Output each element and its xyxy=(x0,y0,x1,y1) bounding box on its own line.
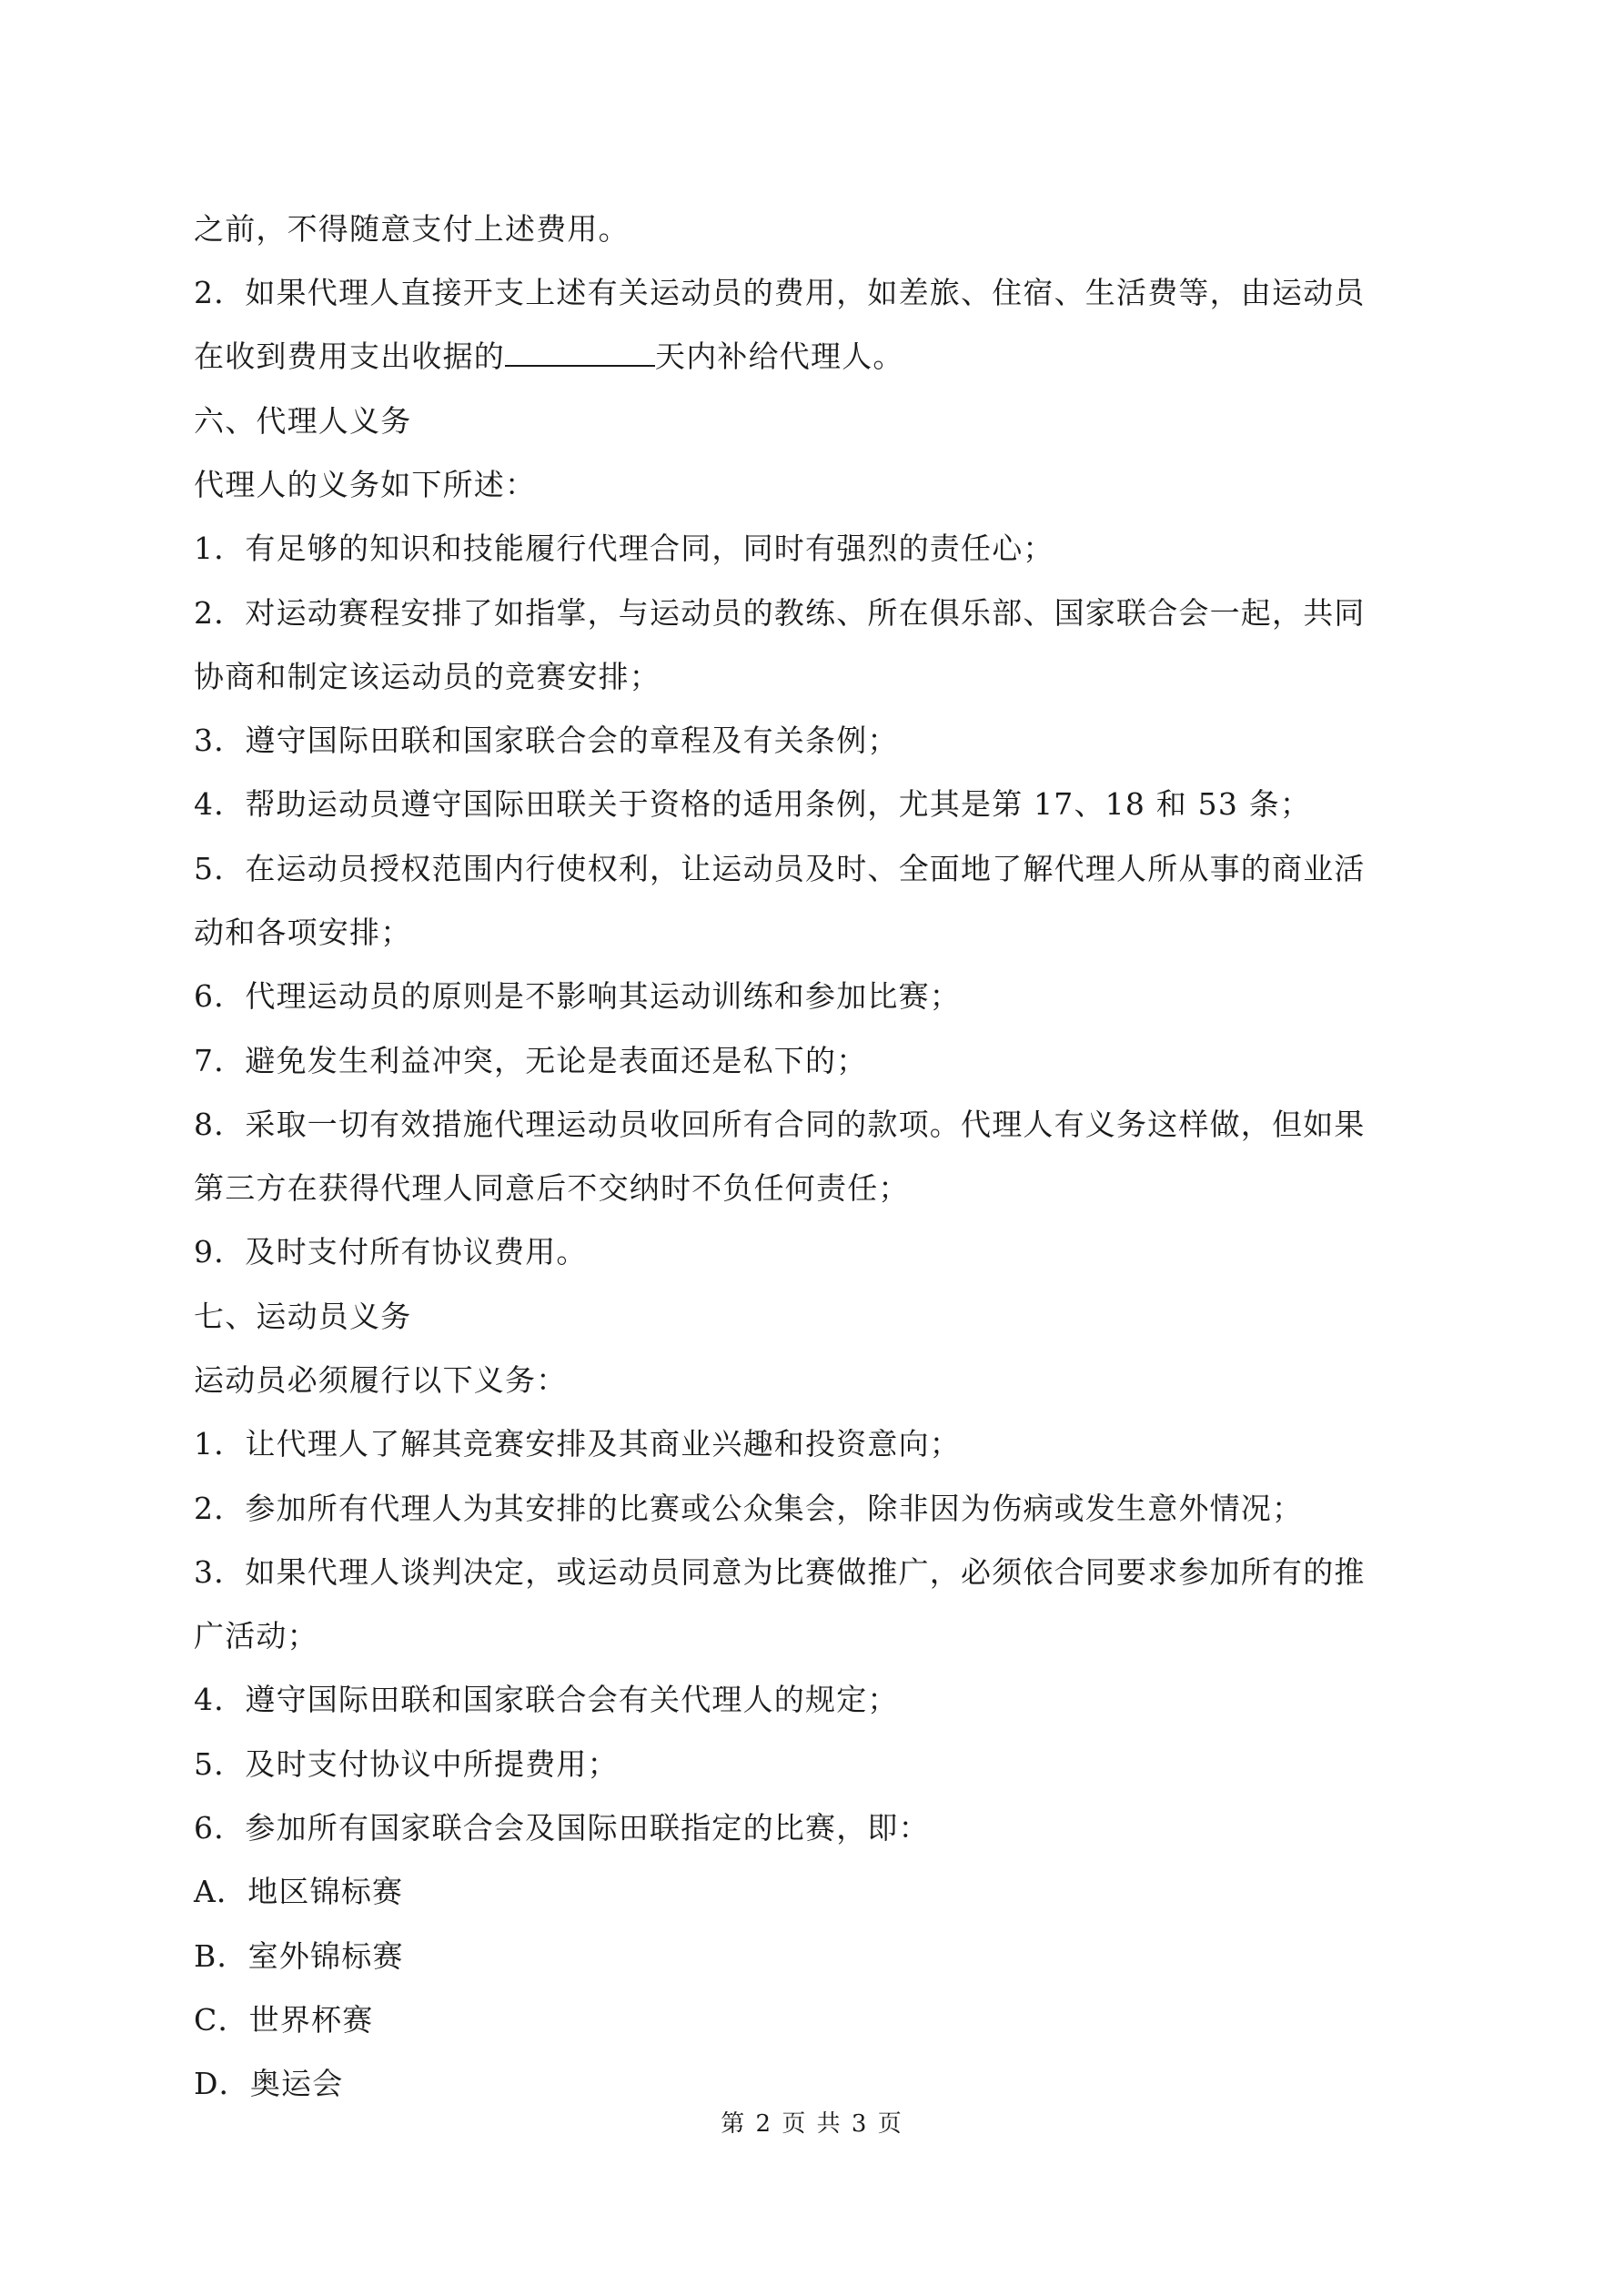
text-line: 1．让代理人了解其竞赛安排及其商业兴趣和投资意向； xyxy=(194,1426,961,1462)
text-line: 4．遵守国际田联和国家联合会有关代理人的规定； xyxy=(194,1682,899,1717)
text-line: 2．对运动赛程安排了如指掌，与运动员的教练、所在俱乐部、国家联合会一起，共同 xyxy=(194,595,1366,631)
text-line: 之前，不得随意支付上述费用。 xyxy=(194,211,630,247)
text-line: 7．避免发生利益冲突，无论是表面还是私下的； xyxy=(194,1043,868,1078)
text-line: 5．及时支付协议中所提费用； xyxy=(194,1746,619,1782)
text-line: 5．在运动员授权范围内行使权利，让运动员及时、全面地了解代理人所从事的商业活 xyxy=(194,851,1366,886)
text-line: 1．有足够的知识和技能履行代理合同，同时有强烈的责任心； xyxy=(194,531,1054,566)
text-line: 代理人的义务如下所述： xyxy=(194,467,537,502)
text-line: 第三方在获得代理人同意后不交纳时不负任何责任； xyxy=(194,1170,910,1206)
page-footer: 第 2 页 共 3 页 xyxy=(721,2110,903,2138)
text-line: 4．帮助运动员遵守国际田联关于资格的适用条例，尤其是第 17、18 和 53 条； xyxy=(194,786,1312,822)
list-item: B．室外锦标赛 xyxy=(194,1938,404,1974)
text-line: 广活动； xyxy=(194,1618,318,1654)
fill-in-blank xyxy=(505,339,655,367)
list-item: C．世界杯赛 xyxy=(194,2002,374,2038)
text-line: 运动员必须履行以下义务： xyxy=(194,1362,568,1398)
text-line: 2．如果代理人直接开支上述有关运动员的费用，如差旅、住宿、生活费等，由运动员 xyxy=(194,275,1366,310)
text-segment: 天内补给代理人。 xyxy=(655,339,904,374)
text-line: 9．及时支付所有协议费用。 xyxy=(194,1234,588,1269)
text-line-with-blank xyxy=(194,339,904,375)
list-item: A．地区锦标赛 xyxy=(194,1874,404,1909)
text-line: 协商和制定该运动员的竞赛安排； xyxy=(194,659,661,694)
text-line: 动和各项安排； xyxy=(194,915,412,950)
text-line: 2．参加所有代理人为其安排的比赛或公众集会，除非因为伤病或发生意外情况； xyxy=(194,1491,1304,1526)
text-line: 6．代理运动员的原则是不影响其运动训练和参加比赛； xyxy=(194,978,961,1014)
section-heading: 六、代理人义务 xyxy=(194,403,412,439)
text-line: 8．采取一切有效措施代理运动员收回所有合同的款项。代理人有义务这样做，但如果 xyxy=(194,1107,1366,1142)
text-line: 3．遵守国际田联和国家联合会的章程及有关条例； xyxy=(194,723,899,758)
text-line: 3．如果代理人谈判决定，或运动员同意为比赛做推广，必须依合同要求参加所有的推 xyxy=(194,1554,1366,1590)
list-item: D．奥运会 xyxy=(194,2066,344,2101)
section-heading: 七、运动员义务 xyxy=(194,1299,412,1334)
text-line: 6．参加所有国家联合会及国际田联指定的比赛，即： xyxy=(194,1810,930,1846)
text-segment: 在收到费用支出收据的 xyxy=(194,339,505,374)
